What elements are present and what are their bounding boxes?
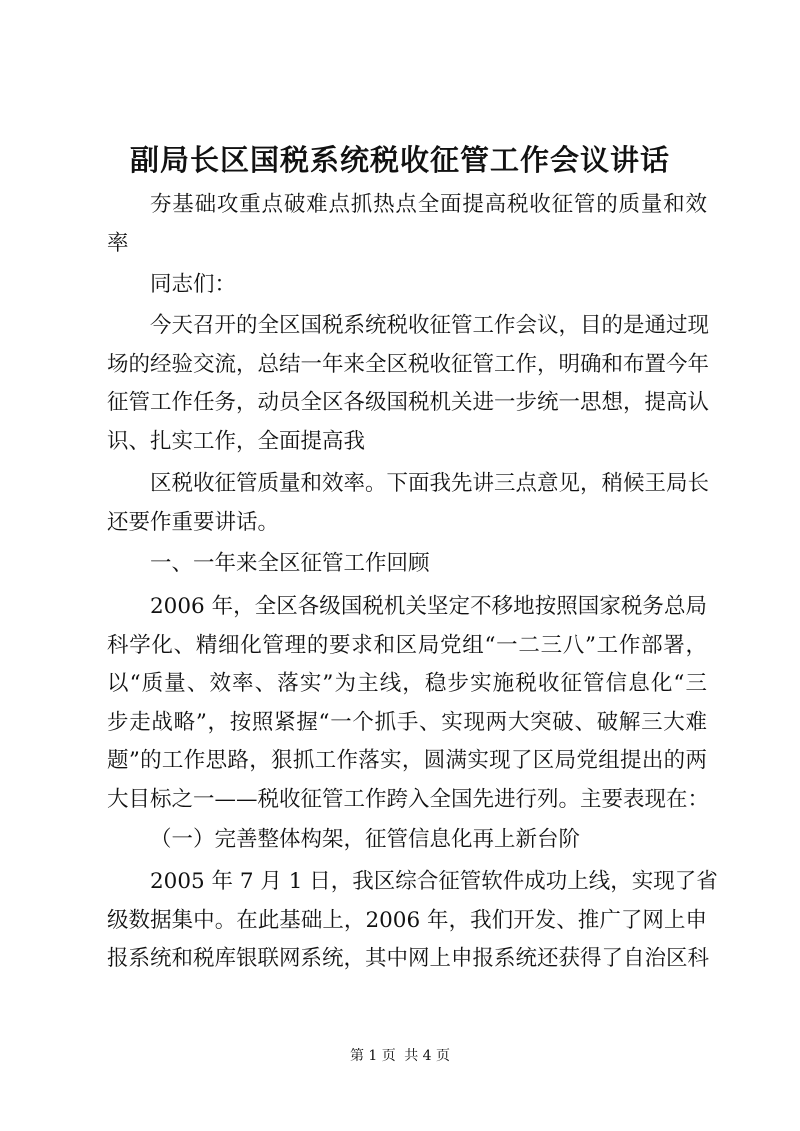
subtitle-line: 率 <box>107 230 129 256</box>
paragraph-line: 识、扎实工作，全面提高我 <box>107 428 366 454</box>
paragraph-line: 题”的工作思路，狠抓工作落实，圆满实现了区局党组提出的两 <box>107 748 707 774</box>
subtitle-line: 夯基础攻重点破难点抓热点全面提高税收征管的质量和效 <box>150 192 707 217</box>
subtitle-paragraph <box>107 186 707 263</box>
body-paragraph-2 <box>107 465 710 542</box>
subsection-heading-1 <box>107 821 707 860</box>
paragraph-line: 还要作重要讲话。 <box>107 509 280 535</box>
greeting-text: 同志们： <box>150 272 237 297</box>
paragraph-line: 报系统和税库银联网系统，其中网上申报系统还获得了自治区科 <box>107 946 710 972</box>
paragraph-line: 区税收征管质量和效率。下面我先讲三点意见，稍候王局长 <box>150 471 710 496</box>
paragraph-line: 以“质量、效率、落实”为主线，稳步实施税收征管信息化“三 <box>107 671 707 697</box>
paragraph-line: 今天召开的全区国税系统税收征管工作会议，目的是通过现 <box>150 313 710 338</box>
body-paragraph-4 <box>107 863 718 979</box>
paragraph-line: 科学化、精细化管理的要求和区局党组“一二三八”工作部署， <box>107 632 707 658</box>
page-number: 第 1 页 <box>349 1048 396 1064</box>
paragraph-line: 步走战略”，按照紧握“一个抓手、实现两大突破、破解三大难 <box>107 709 707 735</box>
paragraph-line: 大目标之一——税收征管工作跨入全国先进行列。主要表现在： <box>107 786 710 812</box>
paragraph-line: 2006 年，全区各级国税机关坚定不移地按照国家税务总局 <box>150 594 707 619</box>
paragraph-line: 2005 年 7 月 1 日，我区综合征管软件成功上线，实现了省 <box>150 869 718 894</box>
section-heading-1 <box>107 545 707 584</box>
body-paragraph-3 <box>107 588 710 820</box>
paragraph-line: 场的经验交流，总结一年来全区税收征管工作，明确和布置今年 <box>107 351 710 377</box>
section-heading-text: 一、一年来全区征管工作回顾 <box>150 551 430 576</box>
body-paragraph-1 <box>107 307 710 461</box>
subsection-heading-text: （一）完善整体构架，征管信息化再上新台阶 <box>150 827 581 852</box>
page-total: 共 4 页 <box>404 1048 451 1064</box>
page-footer <box>0 1046 800 1066</box>
document-title: 副局长区国税系统税收征管工作会议讲话 <box>129 143 670 177</box>
paragraph-line: 征管工作任务，动员全区各级国税机关进一步统一思想，提高认 <box>107 390 710 416</box>
greeting-paragraph <box>107 266 707 305</box>
paragraph-line: 级数据集中。在此基础上，2006 年，我们开发、推广了网上申 <box>107 907 707 933</box>
